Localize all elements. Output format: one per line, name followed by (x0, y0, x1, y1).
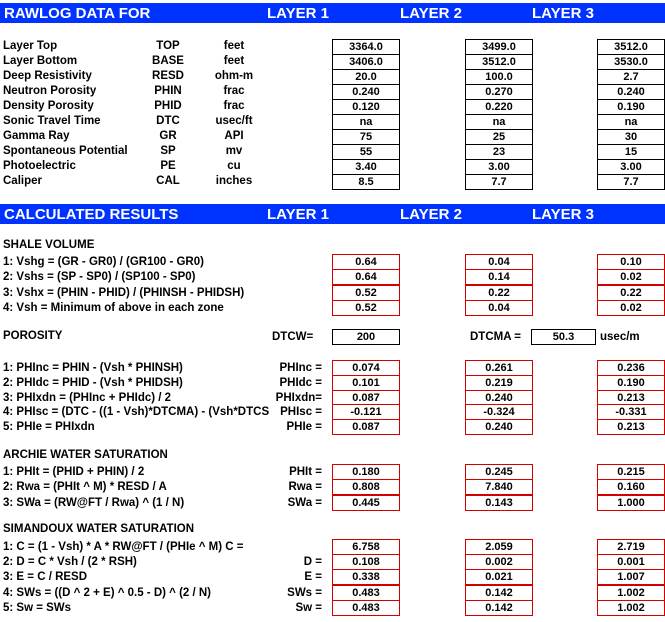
raw-value-layer1: na (332, 114, 400, 130)
raw-param-name: Deep Resistivity (3, 70, 92, 82)
raw-value-layer1: 20.0 (332, 69, 400, 85)
archie-value-layer3: 1.000 (597, 495, 665, 511)
archie-title: ARCHIE WATER SATURATION (3, 449, 168, 461)
raw-param-unit: mv (225, 145, 243, 157)
porosity-value-layer1: 0.074 (332, 360, 400, 376)
raw-param-unit: cu (227, 160, 241, 172)
raw-param-unit: feet (223, 55, 245, 67)
rawlog-header-band (0, 3, 665, 23)
simandoux-value-layer2: 2.059 (465, 539, 533, 555)
shale-volume-title: SHALE VOLUME (3, 239, 95, 251)
simandoux-value-layer3: 2.719 (597, 539, 665, 555)
raw-param-name: Layer Top (3, 40, 58, 52)
raw-value-layer3: 0.190 (597, 99, 665, 115)
shale-value-layer2: 0.14 (465, 269, 533, 285)
archie-value-layer3: 0.215 (597, 464, 665, 480)
raw-param-mnemonic: CAL (156, 175, 180, 187)
raw-value-layer1: 8.5 (332, 174, 400, 190)
raw-value-layer1: 75 (332, 129, 400, 145)
raw-value-layer3: 15 (597, 144, 665, 160)
raw-param-name: Caliper (3, 175, 42, 187)
raw-value-layer2: 7.7 (465, 174, 533, 190)
raw-value-layer2: 3512.0 (465, 54, 533, 70)
calc-layer2-heading: LAYER 2 (400, 206, 462, 223)
simandoux-value-layer1: 0.483 (332, 600, 400, 616)
raw-param-name: Layer Bottom (3, 55, 78, 67)
raw-value-layer1: 3406.0 (332, 54, 400, 70)
dtcma-unit: usec/m (600, 331, 640, 343)
raw-param-unit: frac (223, 85, 245, 97)
porosity-value-layer1: 0.087 (332, 390, 400, 406)
raw-param-name: Gamma Ray (3, 130, 70, 142)
raw-value-layer2: 0.270 (465, 84, 533, 100)
raw-value-layer2: 3.00 (465, 159, 533, 175)
raw-value-layer1: 0.120 (332, 99, 400, 115)
shale-value-layer2: 0.04 (465, 300, 533, 316)
simandoux-value-layer1: 0.108 (332, 554, 400, 570)
archie-value-layer2: 0.143 (465, 495, 533, 511)
porosity-result-label: PHIxdn= (275, 391, 322, 404)
archie-formula: 3: SWa = (RW@FT / Rwa) ^ (1 / N) (3, 496, 185, 509)
porosity-result-label: PHIdc = (279, 376, 322, 389)
raw-value-layer3: 3530.0 (597, 54, 665, 70)
simandoux-result-label: D = (303, 556, 322, 569)
archie-value-layer1: 0.180 (332, 464, 400, 480)
porosity-result-label: PHIe = (286, 421, 322, 434)
raw-param-mnemonic: TOP (156, 40, 180, 52)
simandoux-result-label: SWs = (287, 586, 322, 599)
porosity-value-layer1: 0.101 (332, 375, 400, 391)
porosity-formula: 3: PHIxdn = (PHInc + PHIdc) / 2 (3, 391, 172, 404)
raw-value-layer2: 25 (465, 129, 533, 145)
raw-value-layer2: 3499.0 (465, 39, 533, 55)
porosity-value-layer3: 0.213 (597, 419, 665, 435)
calc-header-band (0, 204, 665, 224)
archie-value-layer1: 0.445 (332, 495, 400, 511)
raw-param-unit: API (224, 130, 244, 142)
simandoux-value-layer3: 1.007 (597, 569, 665, 585)
raw-param-unit: feet (223, 40, 245, 52)
porosity-value-layer3: 0.236 (597, 360, 665, 376)
raw-value-layer3: 0.240 (597, 84, 665, 100)
calc-layer3-heading: LAYER 3 (532, 206, 594, 223)
raw-param-mnemonic: GR (159, 130, 177, 142)
raw-param-mnemonic: BASE (152, 55, 184, 67)
simandoux-formula: 1: C = (1 - Vsh) * A * RW@FT / (PHIe ^ M) C = (3, 541, 244, 553)
raw-value-layer2: 100.0 (465, 69, 533, 85)
calc-title: CALCULATED RESULTS (4, 206, 179, 223)
raw-param-name: Spontaneous Potential (3, 145, 128, 157)
dtcw-label: DTCW= (272, 331, 314, 343)
calc-layer1-heading: LAYER 1 (267, 206, 329, 223)
simandoux-result-label: Sw = (295, 601, 322, 614)
porosity-value-layer3: 0.213 (597, 390, 665, 406)
porosity-value-layer2: 0.240 (465, 419, 533, 435)
archie-result-label: Rwa = (288, 481, 322, 494)
dtcw-value: 200 (332, 329, 400, 345)
raw-param-unit: ohm-m (214, 70, 254, 82)
simandoux-formula: 2: D = C * Vsh / (2 * RSH) (3, 556, 137, 569)
shale-value-layer3: 0.02 (597, 269, 665, 285)
shale-value-layer3: 0.10 (597, 254, 665, 270)
porosity-title: POROSITY (3, 330, 63, 342)
simandoux-value-layer2: 0.142 (465, 585, 533, 601)
rawlog-title: RAWLOG DATA FOR (4, 5, 151, 22)
archie-result-label: PHIt = (289, 466, 322, 478)
porosity-result-label: PHInc = (279, 362, 322, 374)
shale-value-layer3: 0.02 (597, 300, 665, 316)
shale-value-layer1: 0.52 (332, 285, 400, 301)
raw-value-layer2: 23 (465, 144, 533, 160)
shale-value-layer2: 0.22 (465, 285, 533, 301)
archie-formula: 2: Rwa = (PHIt ^ M) * RESD / A (3, 481, 167, 494)
archie-value-layer1: 0.808 (332, 479, 400, 495)
shale-value-layer3: 0.22 (597, 285, 665, 301)
simandoux-value-layer3: 1.002 (597, 585, 665, 601)
simandoux-value-layer1: 0.338 (332, 569, 400, 585)
raw-param-mnemonic: PHID (154, 100, 182, 112)
raw-value-layer1: 55 (332, 144, 400, 160)
raw-value-layer3: 3512.0 (597, 39, 665, 55)
raw-param-unit: inches (215, 175, 253, 187)
porosity-value-layer1: -0.121 (332, 404, 400, 420)
raw-param-name: Sonic Travel Time (3, 115, 101, 127)
dtcma-label: DTCMA = (470, 331, 522, 343)
shale-value-layer1: 0.64 (332, 254, 400, 270)
simandoux-value-layer3: 0.001 (597, 554, 665, 570)
simandoux-value-layer2: 0.002 (465, 554, 533, 570)
dtcma-value: 50.3 (531, 329, 596, 345)
raw-value-layer2: 0.220 (465, 99, 533, 115)
simandoux-value-layer1: 6.758 (332, 539, 400, 555)
raw-value-layer1: 0.240 (332, 84, 400, 100)
shale-formula: 2: Vshs = (SP - SP0) / (SP100 - SP0) (3, 271, 196, 284)
raw-param-name: Photoelectric (3, 160, 76, 172)
raw-value-layer2: na (465, 114, 533, 130)
raw-param-unit: frac (223, 100, 245, 112)
archie-formula: 1: PHIt = (PHID + PHIN) / 2 (3, 466, 145, 478)
shale-value-layer1: 0.52 (332, 300, 400, 316)
porosity-value-layer2: 0.219 (465, 375, 533, 391)
porosity-value-layer2: -0.324 (465, 404, 533, 420)
shale-value-layer2: 0.04 (465, 254, 533, 270)
raw-param-name: Density Porosity (3, 100, 94, 112)
layer3-heading: LAYER 3 (532, 5, 594, 22)
simandoux-formula: 3: E = C / RESD (3, 571, 88, 584)
raw-value-layer3: 3.00 (597, 159, 665, 175)
shale-formula: 1: Vshg = (GR - GR0) / (GR100 - GR0) (3, 256, 204, 268)
porosity-value-layer2: 0.261 (465, 360, 533, 376)
porosity-value-layer1: 0.087 (332, 419, 400, 435)
archie-result-label: SWa = (287, 496, 322, 509)
simandoux-value-layer3: 1.002 (597, 600, 665, 616)
raw-param-mnemonic: SP (160, 145, 176, 157)
raw-value-layer3: 7.7 (597, 174, 665, 190)
porosity-result-label: PHIsc = (280, 406, 322, 419)
raw-value-layer3: na (597, 114, 665, 130)
archie-value-layer2: 7.840 (465, 479, 533, 495)
simandoux-formula: 5: Sw = SWs (3, 601, 72, 614)
simandoux-result-label: E = (304, 571, 322, 584)
shale-formula: 3: Vshx = (PHIN - PHID) / (PHINSH - PHIDSH) (3, 286, 245, 299)
raw-param-mnemonic: PE (160, 160, 176, 172)
raw-value-layer3: 2.7 (597, 69, 665, 85)
raw-value-layer1: 3.40 (332, 159, 400, 175)
simandoux-formula: 4: SWs = ((D ^ 2 + E) ^ 0.5 - D) ^ (2 / N) (3, 586, 212, 599)
porosity-formula: 2: PHIdc = PHID - (Vsh * PHIDSH) (3, 376, 183, 389)
porosity-formula: 4: PHIsc = (DTC - ((1 - Vsh)*DTCMA) - (Vsh*DTCS (3, 406, 270, 419)
shale-formula: 4: Vsh = Minimum of above in each zone (3, 301, 224, 314)
shale-value-layer1: 0.64 (332, 269, 400, 285)
simandoux-value-layer2: 0.142 (465, 600, 533, 616)
simandoux-title: SIMANDOUX WATER SATURATION (3, 523, 195, 535)
raw-param-mnemonic: DTC (156, 115, 180, 127)
simandoux-value-layer2: 0.021 (465, 569, 533, 585)
raw-param-unit: usec/ft (215, 115, 253, 127)
raw-value-layer3: 30 (597, 129, 665, 145)
layer1-heading: LAYER 1 (267, 5, 329, 22)
layer2-heading: LAYER 2 (400, 5, 462, 22)
porosity-value-layer2: 0.240 (465, 390, 533, 406)
porosity-value-layer3: 0.190 (597, 375, 665, 391)
raw-param-name: Neutron Porosity (3, 85, 97, 97)
raw-param-mnemonic: PHIN (154, 85, 182, 97)
porosity-formula: 5: PHIe = PHIxdn (3, 421, 95, 434)
porosity-value-layer3: -0.331 (597, 404, 665, 420)
porosity-formula: 1: PHInc = PHIN - (Vsh * PHINSH) (3, 362, 183, 374)
archie-value-layer3: 0.160 (597, 479, 665, 495)
simandoux-value-layer1: 0.483 (332, 585, 400, 601)
raw-value-layer1: 3364.0 (332, 39, 400, 55)
archie-value-layer2: 0.245 (465, 464, 533, 480)
raw-param-mnemonic: RESD (152, 70, 184, 82)
